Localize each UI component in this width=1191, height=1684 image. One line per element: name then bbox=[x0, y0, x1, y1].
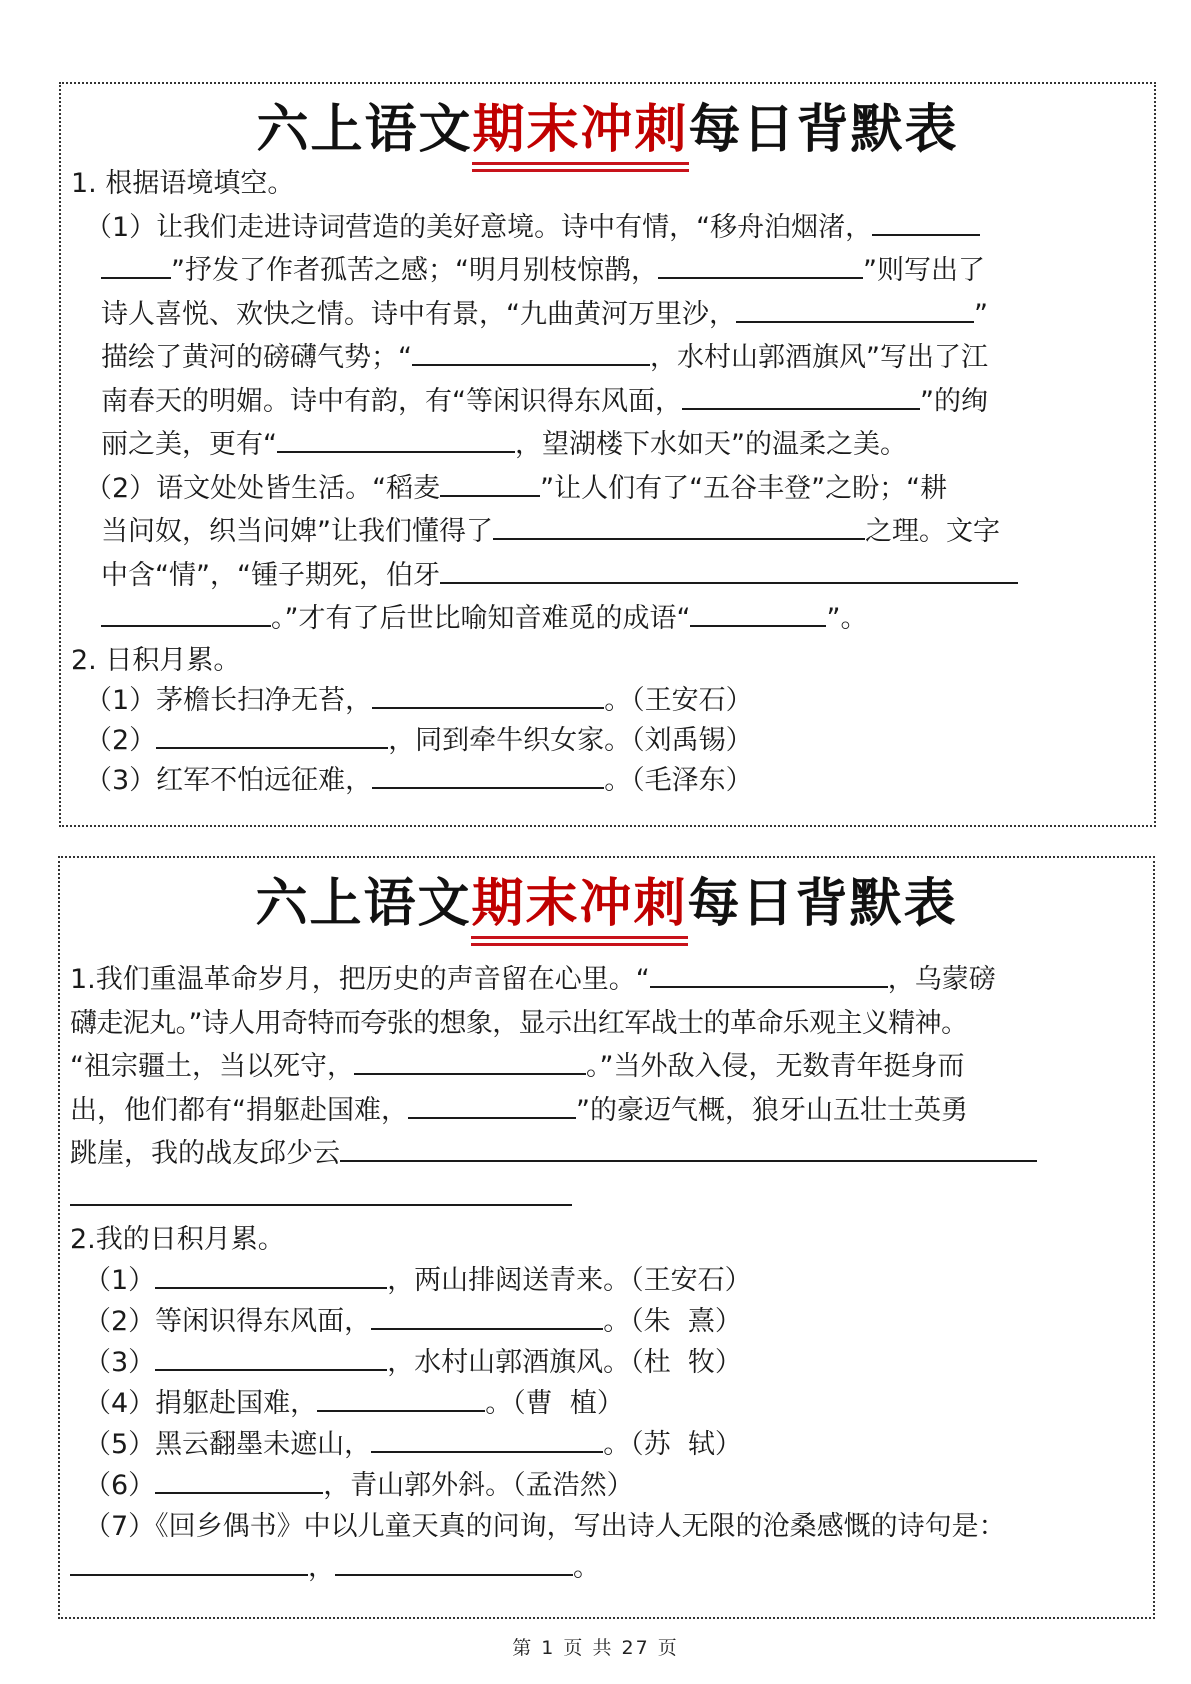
recitation-item bbox=[70, 1342, 1143, 1383]
text: （2） bbox=[85, 724, 157, 756]
text: 1.我们重温革命岁月，把历史的声音留在心里。“ bbox=[70, 964, 650, 995]
recitation-item bbox=[70, 1260, 1143, 1301]
answer-blank[interactable] bbox=[372, 683, 604, 709]
recitation-item bbox=[70, 1465, 1143, 1506]
answer-blank[interactable] bbox=[155, 1468, 323, 1494]
text: 丽之美，更有“ bbox=[101, 429, 277, 460]
title-suffix: 每日背默表 bbox=[688, 100, 959, 160]
text: 。（毛泽东） bbox=[604, 764, 753, 796]
answer-blank[interactable] bbox=[736, 297, 974, 323]
paragraph-line bbox=[70, 1132, 1143, 1176]
title-highlight: 期末冲刺 bbox=[472, 100, 689, 160]
recitation-item bbox=[70, 1424, 1143, 1465]
answer-blank[interactable] bbox=[101, 253, 171, 279]
text: （6） bbox=[84, 1470, 156, 1501]
text: 描绘了黄河的磅礴气势；“ bbox=[101, 342, 412, 373]
answer-blank[interactable] bbox=[372, 763, 604, 789]
paragraph-line bbox=[71, 293, 1144, 337]
text: 出，他们都有“捐躯赴国难， bbox=[70, 1094, 408, 1126]
answer-blank[interactable] bbox=[872, 210, 980, 236]
answer-blank[interactable] bbox=[277, 427, 515, 453]
answer-blank[interactable] bbox=[317, 1386, 485, 1412]
recitation-item bbox=[71, 681, 1144, 721]
text: 。（王安石） bbox=[604, 684, 753, 716]
text: （5）黑云翻墨未遮山， bbox=[84, 1429, 372, 1460]
worksheet-body bbox=[70, 958, 1143, 1588]
answer-blank[interactable] bbox=[354, 1049, 586, 1075]
paragraph-line bbox=[71, 249, 1144, 293]
paragraph-line bbox=[71, 554, 1144, 598]
recitation-item bbox=[71, 761, 1144, 801]
recitation-item bbox=[70, 1383, 1143, 1424]
paragraph-line bbox=[70, 1045, 1143, 1089]
text: ”的绚 bbox=[920, 385, 988, 417]
text: ，两山排闼送青来。（王安石） bbox=[387, 1265, 752, 1296]
text: （3） bbox=[84, 1347, 156, 1378]
text: 跳崖，我的战友邱少云 bbox=[70, 1138, 340, 1169]
paragraph-line bbox=[71, 206, 1144, 250]
worksheet-card-1 bbox=[59, 82, 1156, 827]
text: （2）等闲识得东风面， bbox=[84, 1306, 372, 1337]
answer-blank[interactable] bbox=[493, 514, 865, 540]
paragraph-line bbox=[70, 1089, 1143, 1133]
section-heading: 2. 日积月累。 bbox=[71, 644, 241, 676]
answer-blank[interactable] bbox=[690, 601, 826, 627]
answer-blank[interactable] bbox=[340, 1136, 1037, 1162]
answer-blank[interactable] bbox=[650, 962, 888, 988]
text: （3）红军不怕远征难， bbox=[85, 764, 373, 796]
answer-blank[interactable] bbox=[155, 1263, 387, 1289]
text: （1）让我们走进诗词营造的美好意境。诗中有情，“移舟泊烟渚， bbox=[85, 211, 873, 243]
text: “祖宗疆土，当以死守， bbox=[70, 1051, 354, 1082]
answer-blank[interactable] bbox=[335, 1550, 573, 1576]
text: 。（曹 植） bbox=[485, 1388, 624, 1419]
worksheet-body bbox=[71, 162, 1144, 801]
text: 南春天的明媚。诗中有韵，有“等闲识得东风面， bbox=[101, 385, 682, 417]
text: ”抒发了作者孤苦之感；“明月别枝惊鹊， bbox=[171, 255, 658, 286]
paragraph-line bbox=[71, 467, 1144, 511]
answer-blank[interactable] bbox=[70, 1180, 572, 1206]
answer-blank[interactable] bbox=[156, 723, 388, 749]
title-highlight: 期末冲刺 bbox=[471, 874, 688, 934]
text: ”。 bbox=[826, 603, 868, 634]
recitation-item bbox=[70, 1506, 1143, 1547]
text: 。”当外敌入侵，无数青年挺身而 bbox=[586, 1051, 965, 1082]
answer-blank[interactable] bbox=[440, 471, 540, 497]
answer-blank[interactable] bbox=[101, 601, 271, 627]
worksheet-title bbox=[61, 100, 1154, 160]
page-number: 第 1 页 共 27 页 bbox=[512, 1637, 679, 1659]
recitation-item bbox=[71, 721, 1144, 761]
text: ” bbox=[974, 298, 988, 330]
text: 之理。文字 bbox=[865, 516, 1000, 547]
text: （1） bbox=[84, 1265, 156, 1296]
text: ，望湖楼下水如天”的温柔之美。 bbox=[515, 429, 907, 460]
text: 。”才有了后世比喻知音难觅的成语“ bbox=[271, 603, 691, 634]
answer-blank[interactable] bbox=[440, 558, 1018, 584]
title-prefix: 六上语文 bbox=[256, 100, 473, 160]
text: （4）捐躯赴国难， bbox=[84, 1388, 318, 1419]
text: ，青山郭外斜。（孟浩然） bbox=[323, 1470, 634, 1501]
answer-blank[interactable] bbox=[371, 1427, 603, 1453]
paragraph-line bbox=[70, 1176, 1143, 1220]
text: ，同到牵牛织女家。（刘禹锡） bbox=[388, 724, 753, 756]
text: 中含“情”，“锺子期死，伯牙 bbox=[101, 559, 440, 591]
paragraph-line bbox=[70, 1002, 1143, 1046]
worksheet-title bbox=[60, 874, 1153, 934]
section-heading: 2.我的日积月累。 bbox=[70, 1224, 285, 1255]
answer-blank[interactable] bbox=[412, 340, 650, 366]
text: ， bbox=[308, 1552, 335, 1583]
text: ”则写出了 bbox=[862, 255, 985, 286]
text: ，水村山郭酒旗风”写出了江 bbox=[650, 342, 988, 373]
section-heading: 1. 根据语境填空。 bbox=[71, 168, 295, 199]
text: （7）《回乡偶书》中以儿童天真的问询，写出诗人无限的沧桑感慨的诗句是： bbox=[84, 1511, 1006, 1542]
text: 诗人喜悦、欢快之情。诗中有景，“九曲黄河万里沙， bbox=[101, 298, 736, 330]
text: ”让人们有了“五谷丰登”之盼；“耕 bbox=[540, 472, 948, 504]
text: ”的豪迈气概，狼牙山五壮士英勇 bbox=[576, 1094, 968, 1126]
text: 。（苏 轼） bbox=[603, 1429, 742, 1460]
answer-blank[interactable] bbox=[682, 384, 920, 410]
recitation-answer-line bbox=[70, 1547, 1143, 1588]
paragraph-line bbox=[71, 597, 1144, 641]
paragraph-line bbox=[71, 336, 1144, 380]
text: ，乌蒙磅 bbox=[887, 964, 996, 995]
answer-blank[interactable] bbox=[155, 1345, 387, 1371]
text: ，水村山郭酒旗风。（杜 牧） bbox=[387, 1347, 742, 1378]
paragraph-line bbox=[71, 510, 1144, 554]
title-prefix: 六上语文 bbox=[255, 874, 472, 934]
answer-blank[interactable] bbox=[658, 253, 863, 279]
worksheet-card-2 bbox=[58, 856, 1155, 1619]
text: 。（朱 熹） bbox=[603, 1306, 742, 1337]
paragraph-line bbox=[70, 958, 1143, 1002]
answer-blank[interactable] bbox=[371, 1304, 603, 1330]
text: （1）茅檐长扫净无苔， bbox=[85, 684, 373, 716]
answer-blank[interactable] bbox=[70, 1550, 308, 1576]
paragraph-line bbox=[71, 423, 1144, 467]
text: （2）语文处处皆生活。“稻麦 bbox=[85, 472, 441, 504]
title-suffix: 每日背默表 bbox=[687, 874, 958, 934]
text: 。 bbox=[573, 1552, 600, 1583]
text: 当问奴，织当问婢”让我们懂得了 bbox=[101, 516, 493, 547]
answer-blank[interactable] bbox=[408, 1093, 576, 1119]
paragraph-line bbox=[71, 380, 1144, 424]
text: 礴走泥丸。”诗人用奇特而夸张的想象，显示出红军战士的革命乐观主义精神。 bbox=[70, 1007, 968, 1039]
recitation-item bbox=[70, 1301, 1143, 1342]
